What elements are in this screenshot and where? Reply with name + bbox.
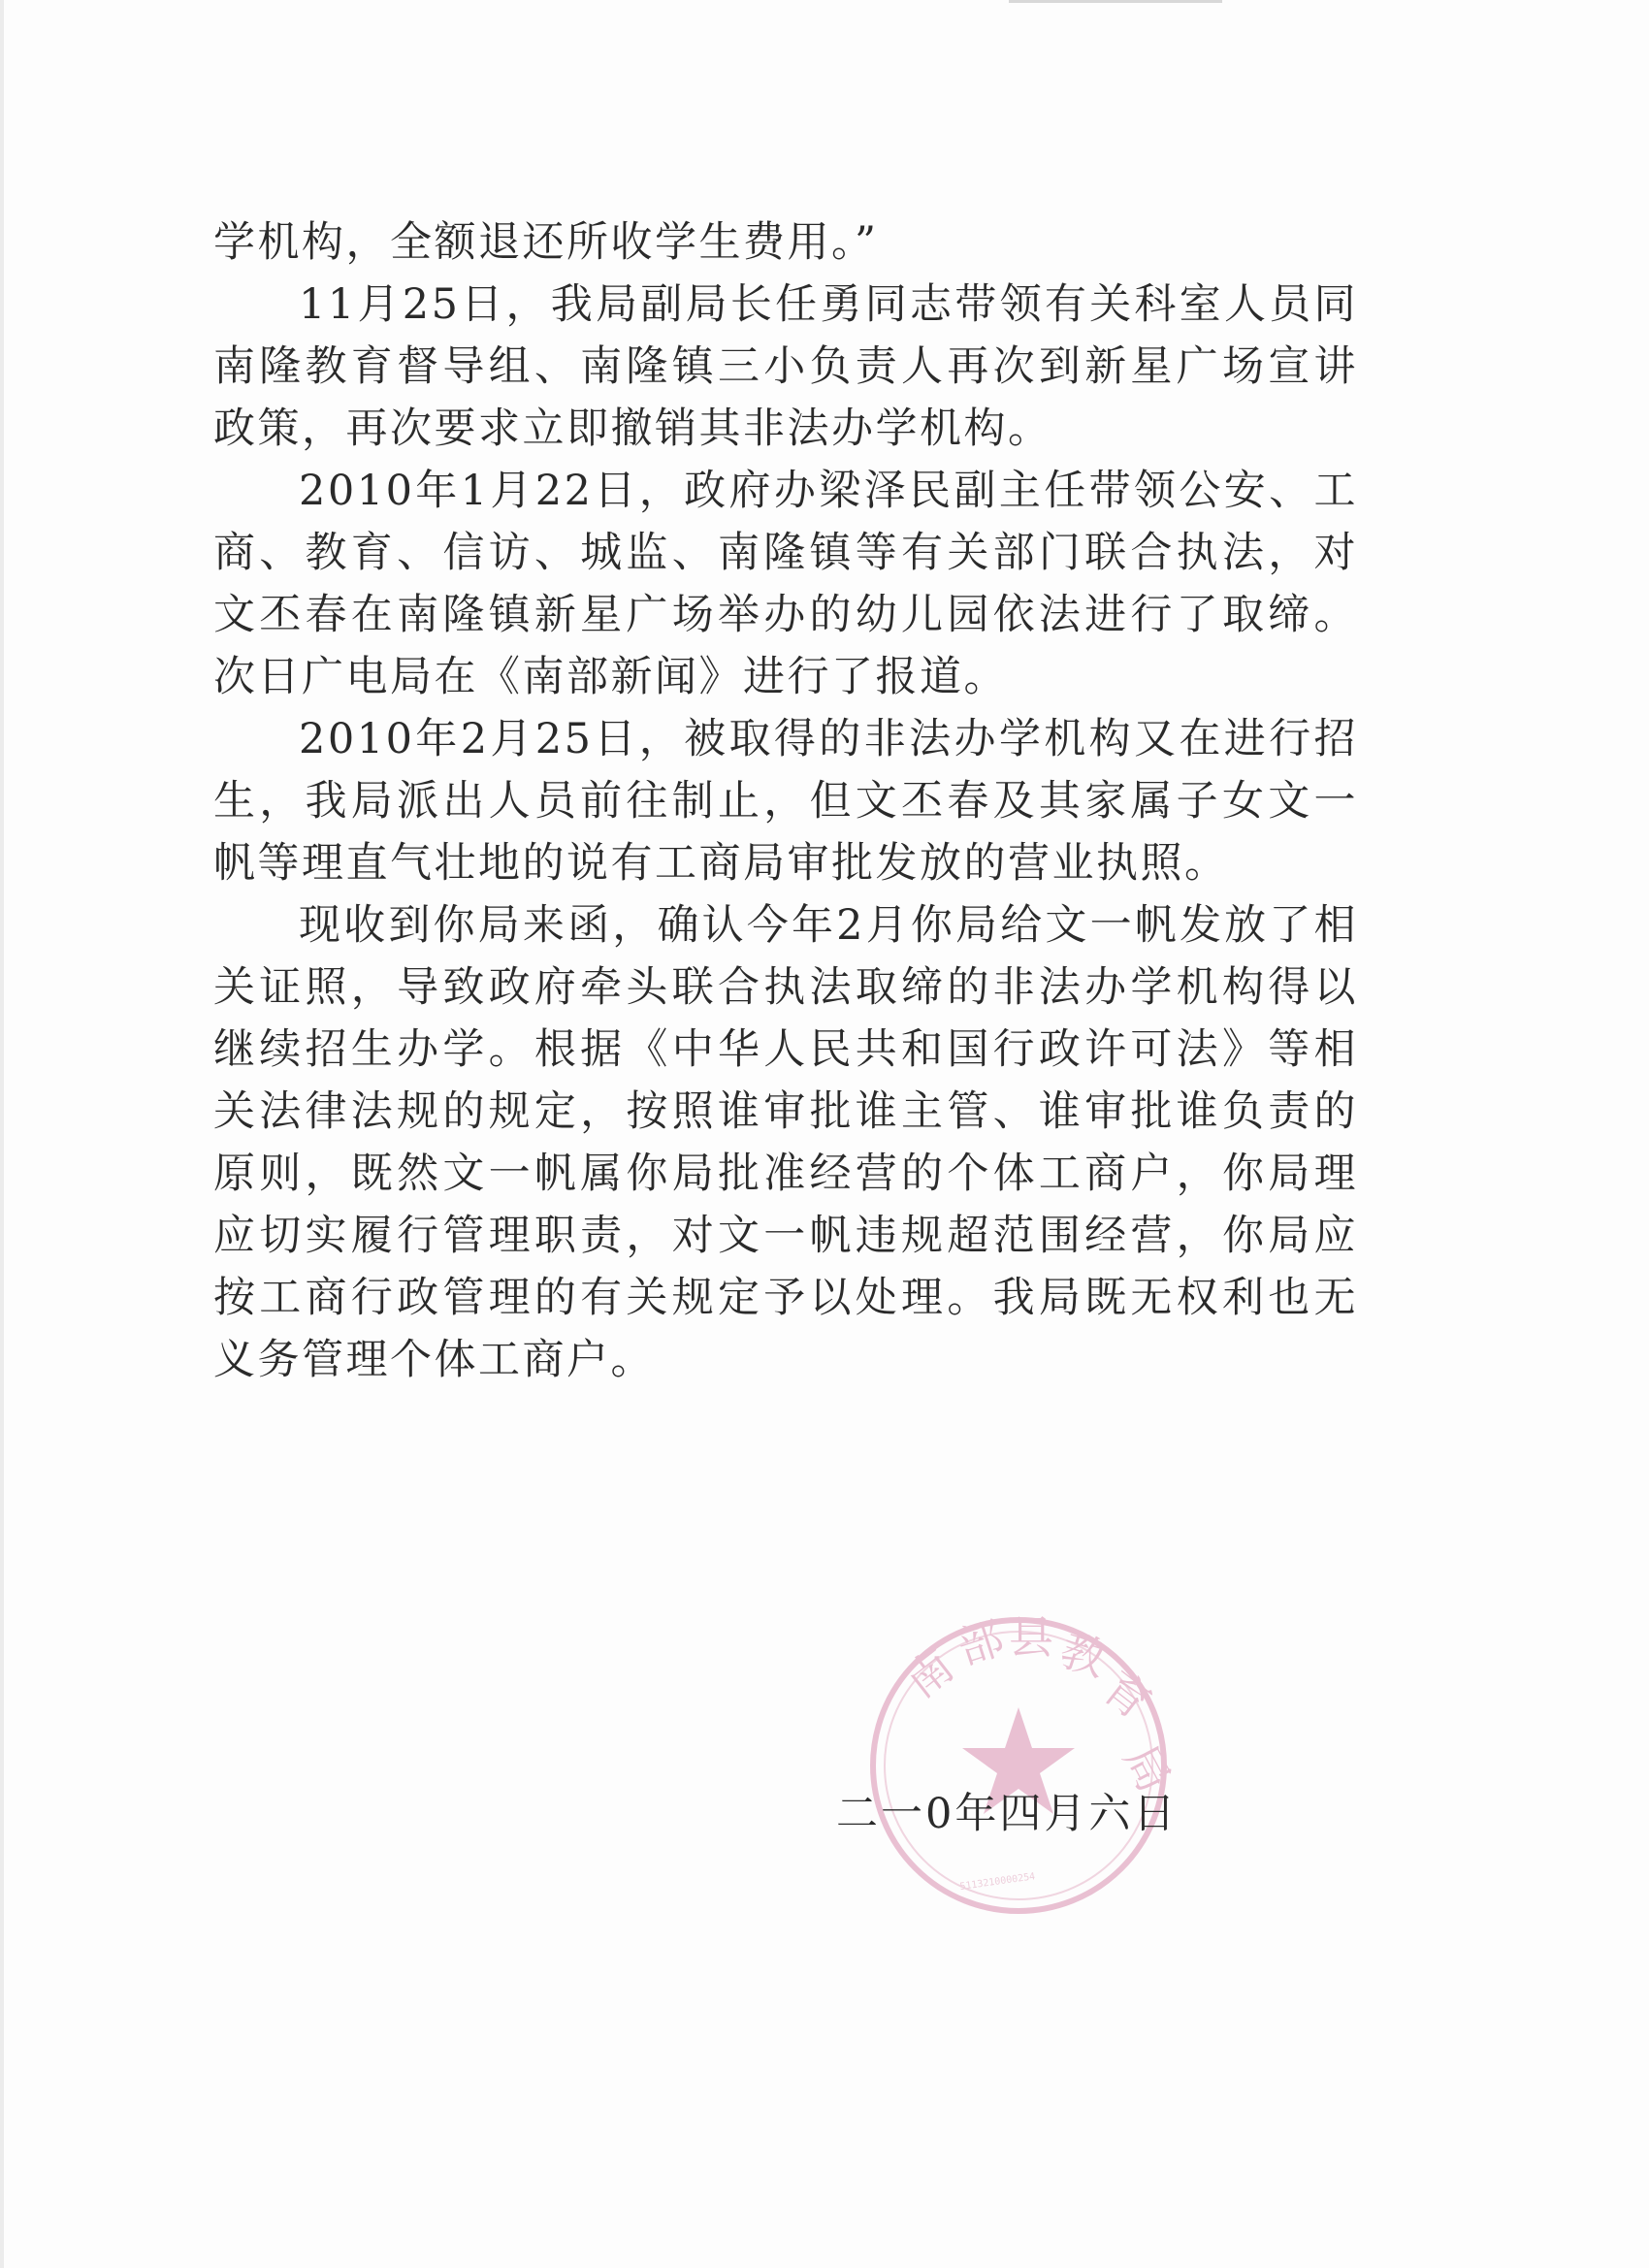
- letter-date: 二一0年四月六日: [836, 1790, 1179, 1838]
- svg-text:县: 县: [1009, 1611, 1053, 1664]
- svg-text:5113210000254: 5113210000254: [958, 1871, 1036, 1893]
- paragraph-4: 2010年2月25日，被取得的非法办学机构又在进行招生，我局派出人员前往制止，但文丕春及其家属子女文一帆等理直气壮地的说有工商局审批发放的营业执照。: [213, 715, 1358, 888]
- svg-text:部: 部: [951, 1610, 1011, 1675]
- svg-text:南: 南: [895, 1638, 964, 1708]
- svg-text:育: 育: [1093, 1661, 1161, 1730]
- svg-text:教: 教: [1053, 1623, 1114, 1687]
- official-seal-icon: [863, 1610, 1181, 1921]
- paragraph-2: 11月25日，我局副局长任勇同志带领有关科室人员同南隆教育督导组、南隆镇三小负责人再次到新星广场宣讲政策，再次要求立即撤销其非法办学机构。: [213, 280, 1358, 453]
- scan-left-edge: [0, 0, 4, 2268]
- paragraph-5: 现收到你局来函，确认今年2月你局给文一帆发放了相关证照，导致政府牵头联合执法取缔的非法办学机构得以继续招生办学。根据《中华人民共和国行政许可法》等相关法律法规的规定，按照谁审批谁主管、谁审批谁负责的原则，既然文一帆属你局批准经营的个体工商户，你局理应切实履行管理职责，对文一帆违规超范围经营，你局应按工商行政管理的有关规定予以处理。我局既无权利也无义务管理个体工商户。: [213, 901, 1358, 1384]
- svg-text:局: 局: [1114, 1735, 1181, 1800]
- scan-edge-mark: [1009, 0, 1222, 3]
- paragraph-1: 学机构，全额退还所收学生费用。”: [213, 218, 879, 267]
- paragraph-3: 2010年1月22日，政府办梁泽民副主任带领公安、工商、教育、信访、城监、南隆镇等有关部门联合执法，对文丕春在南隆镇新星广场举办的幼儿园依法进行了取缔。次日广电局在《南部新闻》进行了报道。: [213, 467, 1358, 701]
- letter-body: [213, 211, 1358, 1391]
